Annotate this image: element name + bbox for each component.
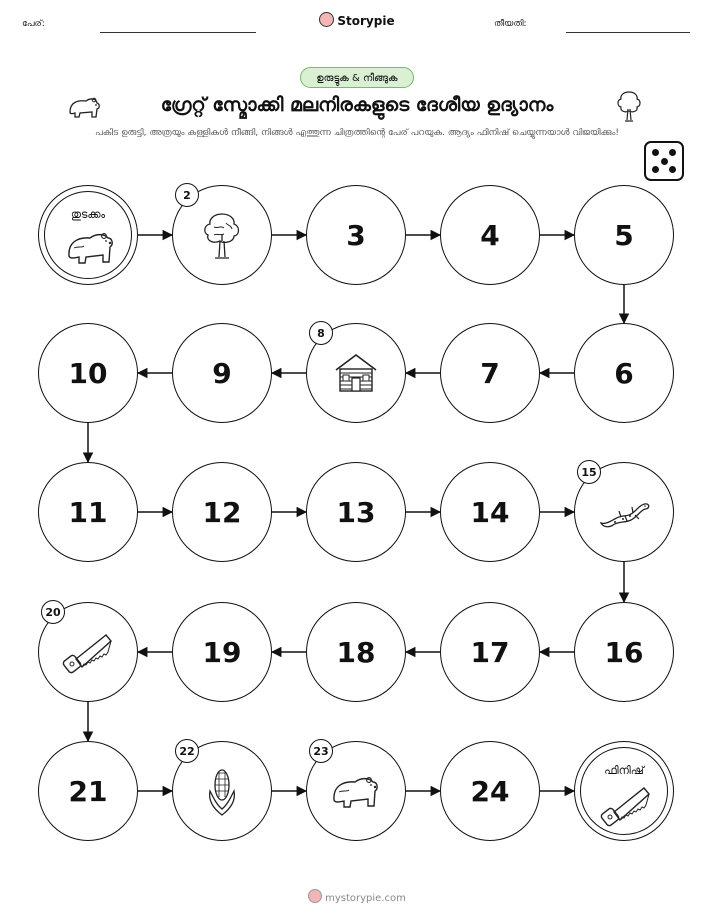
space-number: 12 [202, 495, 242, 529]
space-number: 21 [68, 774, 108, 808]
space-number: 24 [470, 774, 510, 808]
saw-icon [600, 782, 652, 832]
start-label: തുടക്കം [70, 208, 106, 221]
board-space-22[interactable] [172, 741, 272, 841]
salamander-icon [597, 495, 651, 529]
space-number-badge: 23 [309, 739, 333, 763]
space-number-badge: 22 [175, 739, 199, 763]
tree-icon [200, 211, 244, 259]
board-space-23[interactable] [306, 741, 406, 841]
space-number: 13 [336, 495, 376, 529]
space-number-badge: 8 [309, 321, 333, 345]
game-type-badge: ഉരുട്ടുക & നീങ്ങുക [300, 67, 414, 88]
board-space-7[interactable] [440, 323, 540, 423]
finish-label: ഫിനിഷ് [604, 764, 644, 777]
space-number: 3 [346, 218, 366, 252]
footer [0, 889, 714, 904]
board-space-9[interactable] [172, 323, 272, 423]
board-space-18[interactable] [306, 602, 406, 702]
space-number: 18 [336, 635, 376, 669]
date-label: തീയതി: [494, 19, 527, 29]
board-space-17[interactable] [440, 602, 540, 702]
board-space-25[interactable] [574, 741, 674, 841]
space-number: 10 [68, 356, 108, 390]
space-number: 4 [480, 218, 500, 252]
saw-icon [62, 629, 114, 675]
cabin-icon [333, 352, 379, 394]
storypie-logo-icon [308, 889, 322, 903]
board-space-11[interactable] [38, 462, 138, 562]
page-title: ഗ്രേറ്റ് സ്മോക്കി മലനിരകളുടെ ദേശീയ ഉദ്യാനം [160, 94, 554, 116]
board-space-12[interactable] [172, 462, 272, 562]
board-space-14[interactable] [440, 462, 540, 562]
bear-icon [64, 226, 118, 272]
space-number: 14 [470, 495, 510, 529]
bear-icon [329, 770, 383, 812]
space-number: 19 [202, 635, 242, 669]
board-space-21[interactable] [38, 741, 138, 841]
space-number-badge: 15 [577, 460, 601, 484]
board-space-6[interactable] [574, 323, 674, 423]
board-space-19[interactable] [172, 602, 272, 702]
space-number: 9 [212, 356, 232, 390]
space-number-badge: 2 [175, 183, 199, 207]
space-number: 5 [614, 218, 634, 252]
instructions: പകിട ഉരുട്ടി, അത്രയും കള്ളികൾ നീങ്ങി, നിങ്ങൾ എത്തുന്ന ചിത്രത്തിന്റെ പേര് പറയുക. ആദ്യം ഫിനിഷ് ചെയ്യുന്നയാൾ വിജയിക്കും! [95, 128, 619, 138]
space-number: 11 [68, 495, 108, 529]
board-space-4[interactable] [440, 185, 540, 285]
name-label: പേര്: [22, 19, 45, 29]
corn-icon [204, 765, 240, 817]
board-space-13[interactable] [306, 462, 406, 562]
footer-site[interactable]: mystorypie.com [325, 893, 406, 904]
brand-name: Storypie [337, 14, 395, 28]
board-space-2[interactable] [172, 185, 272, 285]
space-number: 16 [604, 635, 644, 669]
board-space-3[interactable] [306, 185, 406, 285]
board-space-10[interactable] [38, 323, 138, 423]
space-number: 17 [470, 635, 510, 669]
space-number: 6 [614, 356, 634, 390]
board-space-20[interactable] [38, 602, 138, 702]
board-space-15[interactable] [574, 462, 674, 562]
board-space-5[interactable] [574, 185, 674, 285]
board-space-1[interactable] [38, 185, 138, 285]
board-space-8[interactable] [306, 323, 406, 423]
space-number: 7 [480, 356, 500, 390]
space-number-badge: 20 [41, 600, 65, 624]
board-space-24[interactable] [440, 741, 540, 841]
board-space-16[interactable] [574, 602, 674, 702]
